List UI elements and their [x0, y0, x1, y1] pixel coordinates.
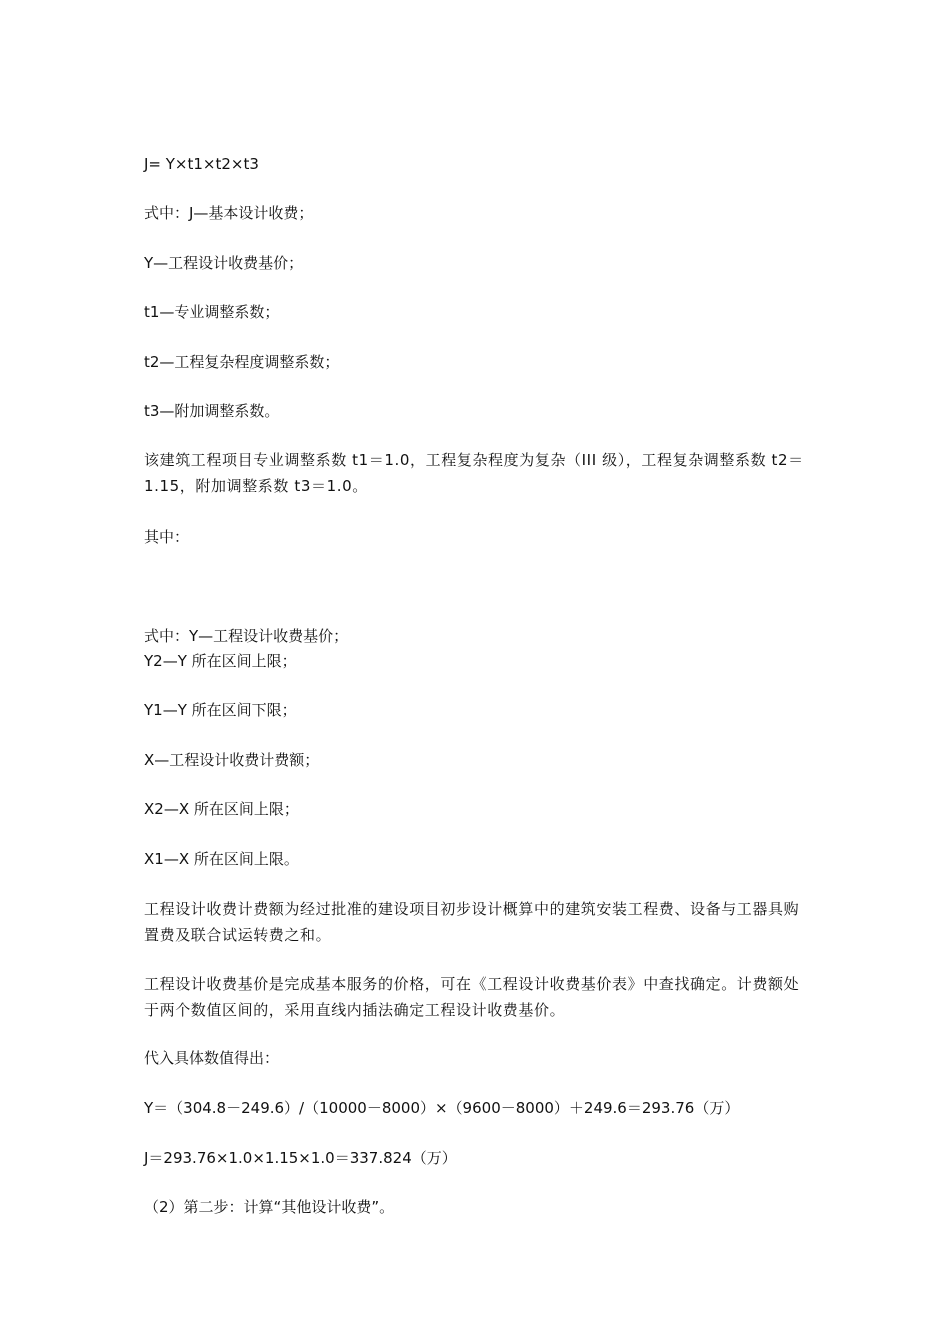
definition-j: 式中：J—基本设计收费；: [144, 204, 314, 222]
base-price-paragraph: 工程设计收费基价是完成基本服务的价格，可在《工程设计收费基价表》中查找确定。计费额处于两个数值区间的，采用直线内插法确定工程设计收费基价。: [144, 975, 800, 1019]
step-two-heading: （2）第二步：计算“其他设计收费”。: [144, 1198, 395, 1216]
definition-y-intro: 式中：Y—工程设计收费基价；: [144, 627, 349, 645]
among-label: 其中：: [144, 528, 190, 546]
definition-x: X—工程设计收费计费额；: [144, 751, 320, 769]
formula-basic-fee: J= Y×t1×t2×t3: [144, 155, 259, 173]
definition-y1: Y1—Y 所在区间下限；: [144, 701, 297, 719]
calculation-j: J＝293.76×1.0×1.15×1.0＝337.824（万）: [144, 1149, 457, 1167]
definition-t2: t2—工程复杂程度调整系数；: [144, 353, 340, 371]
definition-x2: X2—X 所在区间上限；: [144, 800, 299, 818]
coefficient-paragraph: 该建筑工程项目专业调整系数 t1＝1.0，工程复杂程度为复杂（III 级），工程复杂调整系数 t2＝1.15，附加调整系数 t3＝1.0。: [144, 451, 804, 495]
fee-amount-paragraph: 工程设计收费计费额为经过批准的建设项目初步设计概算中的建筑安装工程费、设备与工器具购置费及联合试运转费之和。: [144, 900, 800, 944]
substitute-label: 代入具体数值得出：: [144, 1049, 280, 1067]
definition-x1: X1—X 所在区间上限。: [144, 850, 299, 868]
definition-t3: t3—附加调整系数。: [144, 402, 280, 420]
definition-y2: Y2—Y 所在区间上限；: [144, 652, 297, 670]
definition-t1: t1—专业调整系数；: [144, 303, 280, 321]
calculation-y: Y＝（304.8－249.6）/（10000－8000）×（9600－8000）＋249.6＝293.76（万）: [144, 1099, 740, 1117]
definition-y: Y—工程设计收费基价；: [144, 254, 304, 272]
